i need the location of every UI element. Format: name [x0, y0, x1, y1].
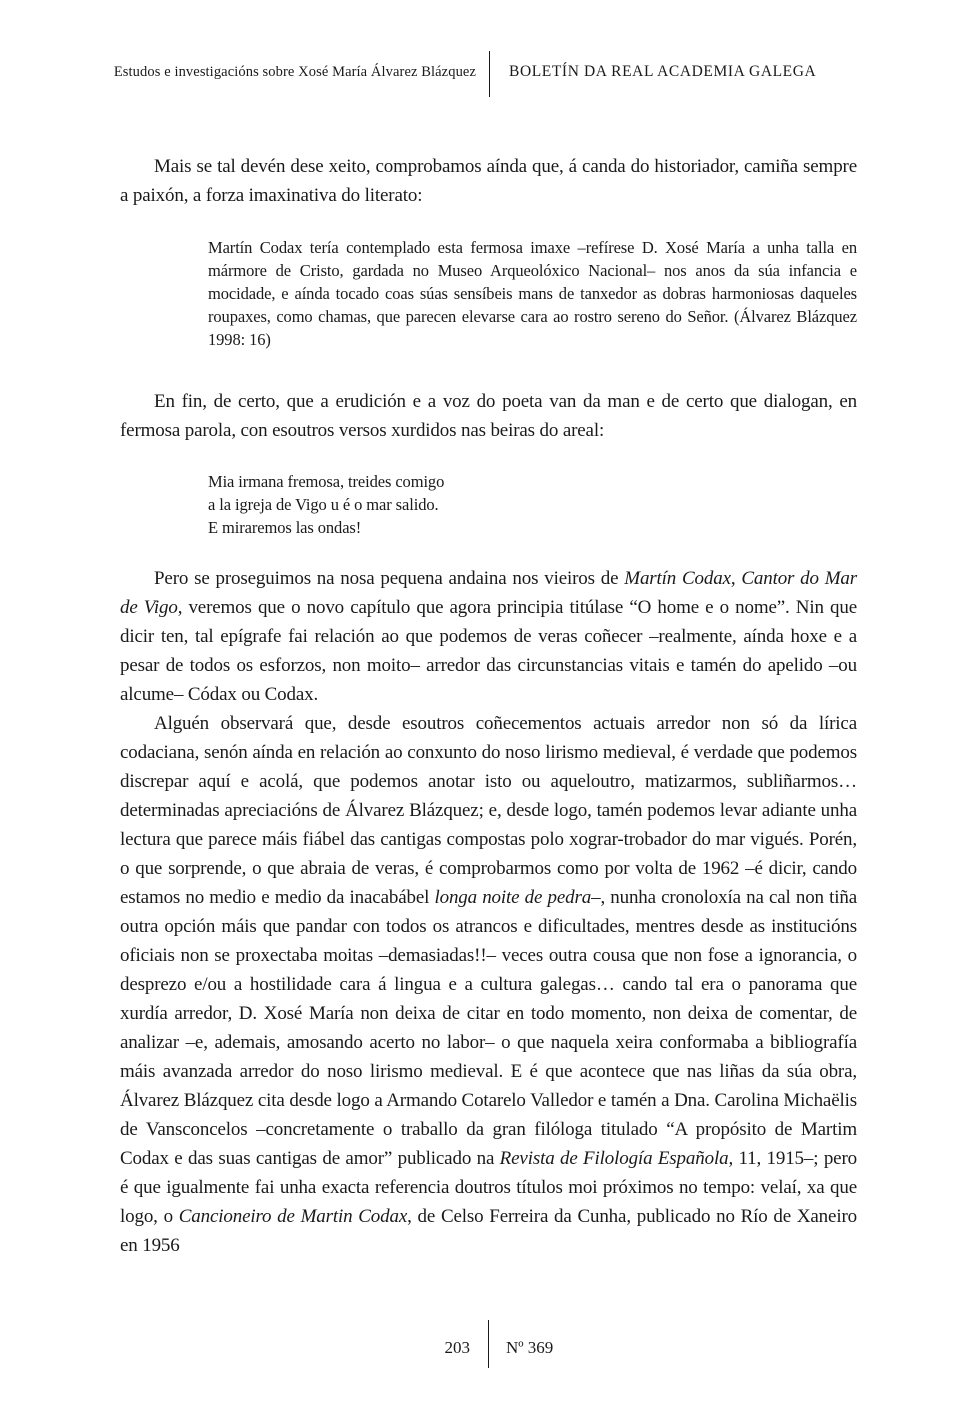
- paragraph: Pero se proseguimos na nosa pequena andaina nos vieiros de Martín Codax, Cantor do Mar de Vigo, veremos que o novo capítulo que agora principia titúlase “O home e o nome”. Nin que dicir ten, tal epígrafe fai relación ao que podemos de veras coñecer –realmente, aínda hoxe e a pesar de todos os esforzos, non moito– arredor das circunstancias vitais e tamén do apelido –ou alcume– Códax ou Codax.: [120, 568, 857, 705]
- running-header-right: BOLETÍN DA REAL ACADEMIA GALEGA: [509, 63, 817, 80]
- verse-line: Mia irmana fremosa, treides comigo: [208, 472, 445, 491]
- verse-line: E miraremos las ondas!: [208, 518, 362, 537]
- footer-divider: [488, 1320, 489, 1368]
- paragraph: Mais se tal devén dese xeito, comprobamos aínda que, á canda do historiador, camiña sempre a paixón, a forza imaxinativa do literato:: [120, 156, 857, 206]
- paragraph: Alguén observará que, desde esoutros coñecementos actuais arredor non só da lírica codaciana, senón aínda en relación ao conxunto do noso lirismo medieval, é verdade que podemos discrepar aquí e acolá, que podemos anotar isto ou aqueloutro, matizarmos, subliñarmos… determinadas apreciacións de Álvarez Blázquez; e, desde logo, tamén podemos levar adiante unha lectura que parece máis fiábel das cantigas compostas polo xograr-trobador do mar vigués. Porén, o que sorprende, o que abraia de veras, é comprobarmos como por volta de 1962 –é dicir, cando estamos no medio e medio da inacabábel longa noite de pedra–, nunha cronoloxía na cal non tiña outra opción máis que pandar con todos os atrancos e dificultades, mentres desde as institucións oficiais non se proxectaba moitas –demasiadas!!– veces outra cousa que non fose a ignorancia, o desprezo e/ou a hostilidade cara á lingua e a cultura galegas… cando tal era o panorama que xurdía arredor, D. Xosé María non deixa de citar en todo momento, non deixa de comentar, de analizar –e, ademais, amosando acerto no labor– o que naquela xeira conformaba a bibliografía máis avanzada arredor do noso lirismo medieval. E é que acontece que nas liñas da súa obra, Álvarez Blázquez cita desde logo a Armando Cotarelo Valledor e tamén a Dna. Carolina Michaëlis de Vansconcelos –concretamente o traballo da gran filóloga titulado “A propósito de Martim Codax e das suas cantigas de amor” publicado na Revista de Filología Española, 11, 1915–; pero é que igualmente fai unha exacta referencia doutros títulos moi próximos no tempo: velaí, xa que logo, o Cancioneiro de Martin Codax, de Celso Ferreira da Cunha, publicado no Río de Xaneiro en 1956: [120, 713, 858, 1256]
- article-body: [120, 152, 857, 1260]
- block-quote: Martín Codax tería contemplado esta fermosa imaxe –refírese D. Xosé María a unha talla en mármore de Cristo, gardada no Museo Arqueolóxico Nacional– nos anos da súa infancia e mocidade, e aínda tocado coas súas sensíbeis mans de tanxedor as dobras harmoniosas daqueles roupaxes, como chamas, que parecen elevarse cara ao rostro sereno do Señor. (Álvarez Blázquez 1998: 16): [208, 238, 857, 349]
- header-divider: [489, 51, 490, 97]
- issue-number: Nº 369: [506, 1338, 554, 1357]
- paragraph: En fin, de certo, que a erudición e a voz do poeta van da man e de certo que dialogan, en fermosa parola, con esoutros versos xurdidos nas beiras do areal:: [120, 391, 857, 441]
- verse-line: a la igreja de Vigo u é o mar salido.: [208, 495, 439, 514]
- running-header-left: Estudos e investigacións sobre Xosé María Álvarez Blázquez: [113, 64, 476, 80]
- page-number: 203: [444, 1338, 470, 1357]
- verse-quote: [208, 470, 857, 539]
